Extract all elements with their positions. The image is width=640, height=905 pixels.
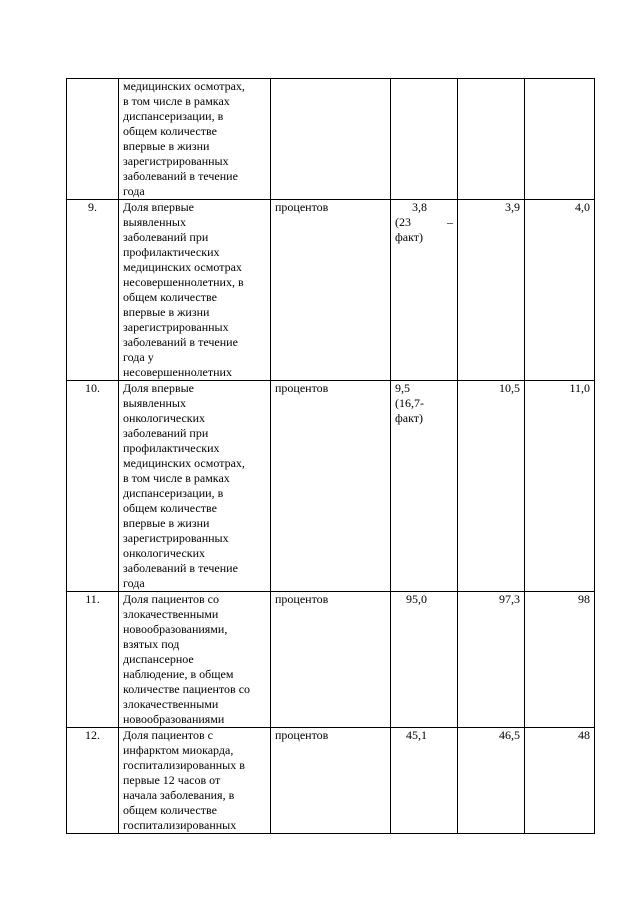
value-note-line (395, 215, 453, 230)
row-number: 11. (67, 592, 119, 728)
value-note-part: – (447, 215, 453, 229)
indicator-name: Доля впервые выявленных заболеваний при профилактических медицинских осмотрах несовершеннолетних, в общем количестве впервые в жизни зарегистрированных заболеваний в течение года у несовершеннолетних (119, 200, 271, 381)
table-row (67, 381, 595, 592)
unit-cell: процентов (271, 728, 391, 834)
value-year-3: 48 (525, 728, 595, 834)
value-note-line: факт) (395, 230, 424, 244)
value-year-2: 97,3 (458, 592, 525, 728)
table-row (67, 592, 595, 728)
row-number: 9. (67, 200, 119, 381)
row-number: 12. (67, 728, 119, 834)
value-note: (16,7- факт) (395, 396, 424, 425)
indicator-name: Доля впервые выявленных онкологических заболеваний при профилактических медицинских осмотрах, в том числе в рамках диспансеризации, в общем количестве впервые в жизни зарегистрированных онкологических заболеваний в течение года (119, 381, 271, 592)
value-year-1 (391, 79, 458, 200)
value-year-2: 46,5 (458, 728, 525, 834)
value-year-1 (391, 592, 458, 728)
indicator-name: Доля пациентов с инфарктом миокарда, госпитализированных в первые 12 часов от начала заболевания, в общем количестве госпитализированных (119, 728, 271, 834)
value-year-1 (391, 200, 458, 381)
value-main: 95,0 (406, 592, 427, 606)
table-row (67, 200, 595, 381)
value-year-2: 10,5 (458, 381, 525, 592)
value-main: 9,5 (395, 381, 410, 395)
unit-cell: процентов (271, 200, 391, 381)
indicator-name: медицинских осмотрах, в том числе в рамках диспансеризации, в общем количестве впервые в жизни зарегистрированных заболеваний в течение года (119, 79, 271, 200)
value-year-2: 3,9 (458, 200, 525, 381)
value-year-3: 4,0 (525, 200, 595, 381)
table-row (67, 79, 595, 200)
unit-cell: процентов (271, 381, 391, 592)
unit-cell: процентов (271, 592, 391, 728)
value-main: 3,8 (412, 200, 427, 214)
value-year-3: 11,0 (525, 381, 595, 592)
unit-cell (271, 79, 391, 200)
indicators-table (66, 78, 595, 834)
row-number: 10. (67, 381, 119, 592)
value-main: 45,1 (406, 728, 427, 742)
row-number (67, 79, 119, 200)
value-year-2 (458, 79, 525, 200)
value-year-1 (391, 381, 458, 592)
value-year-1 (391, 728, 458, 834)
indicator-name: Доля пациентов со злокачественными новообразованиями, взятых под диспансерное наблюдение, в общем количестве пациентов со злокачественными новообразованиями (119, 592, 271, 728)
value-year-3: 98 (525, 592, 595, 728)
table-row (67, 728, 595, 834)
value-year-3 (525, 79, 595, 200)
value-note-part: (23 (395, 215, 411, 229)
